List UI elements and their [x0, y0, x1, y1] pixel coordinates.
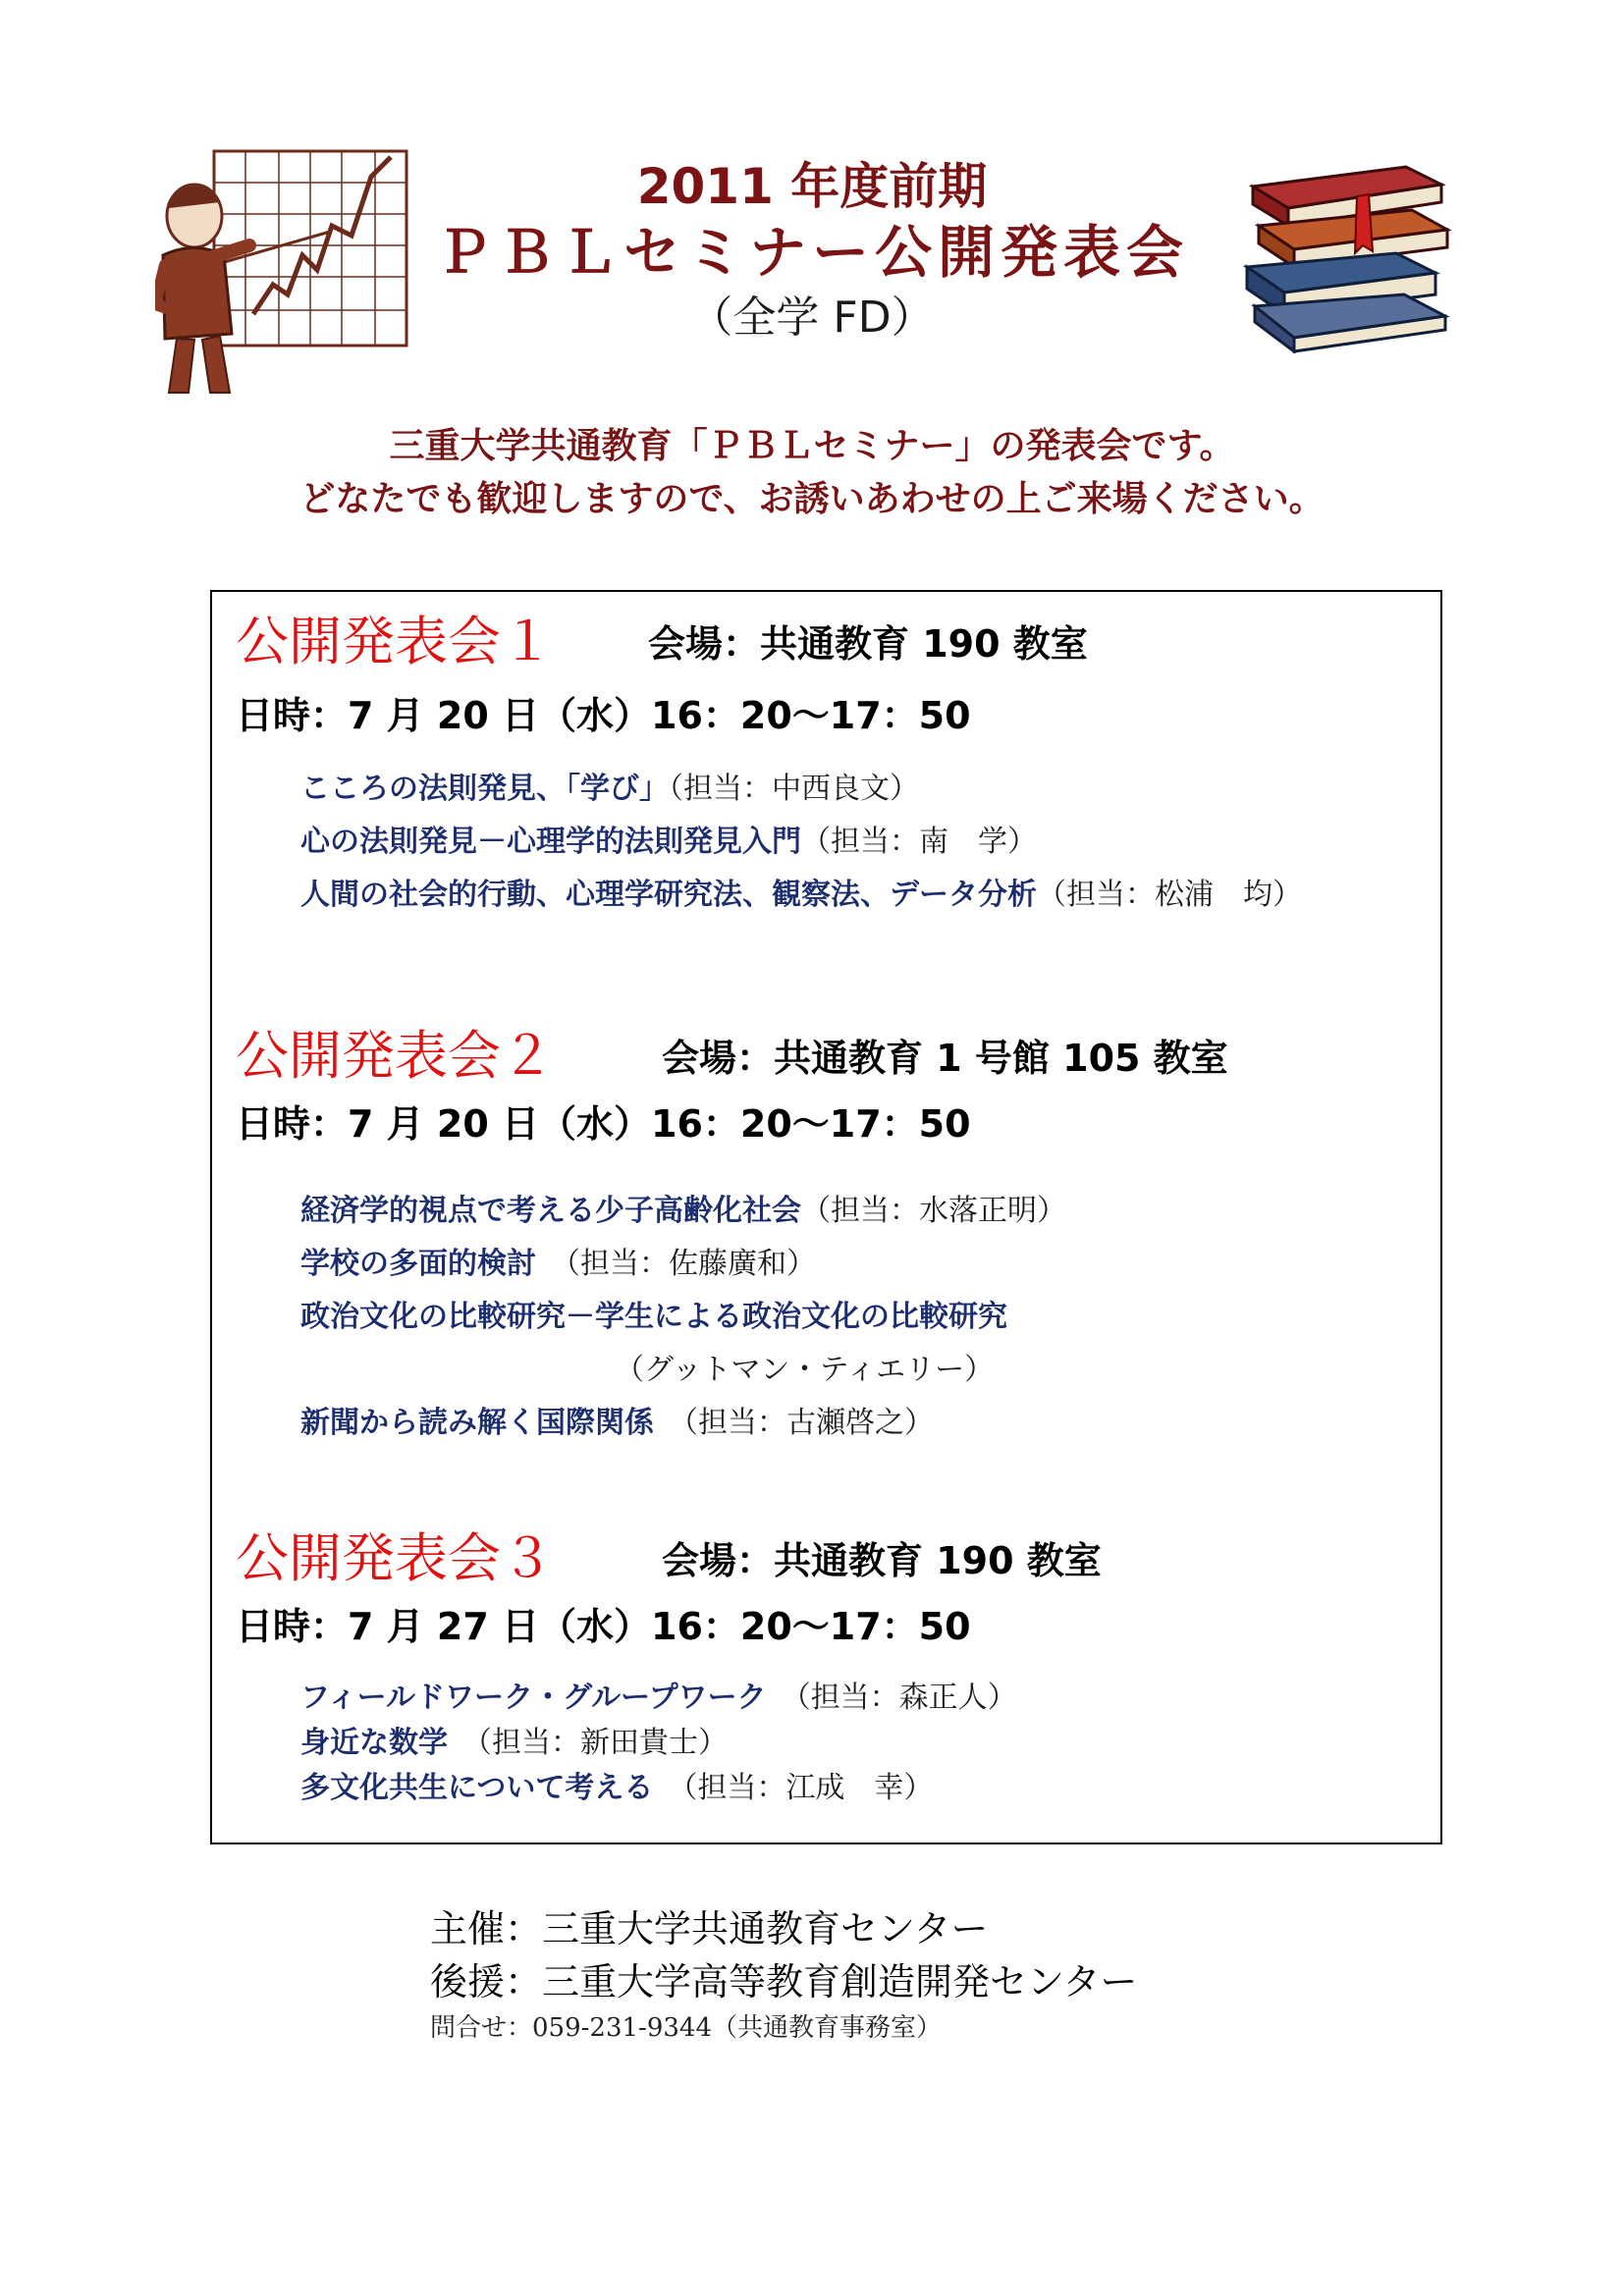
list-item: フィールドワーク・グループワーク （担当：森正人） [300, 1681, 1017, 1715]
session-title: 公開発表会２ [236, 1025, 554, 1087]
topic-list [300, 763, 1421, 922]
session-2 [236, 1020, 1421, 1450]
header [0, 157, 1624, 347]
footer-contact: 問合せ：059-231-9344（共通教育事務室） [430, 2013, 942, 2043]
title-main: ＰＢＬセミナー公開発表会 [434, 219, 1189, 286]
session-date: 日時：7 月 20 日（水）16：20～17：50 [236, 694, 971, 737]
topic-list [300, 1676, 1421, 1811]
list-item: 心の法則発見－心理学的法則発見入門（担当：南 学） [300, 825, 1037, 859]
session-title: 公開発表会３ [236, 1527, 554, 1589]
session-3 [236, 1522, 1421, 1811]
intro-line-1: 三重大学共通教育「ＰＢＬセミナー」の発表会です。 [389, 426, 1235, 466]
session-venue: 会場：共通教育 190 教室 [648, 622, 1088, 666]
list-item: こころの法則発見、「学び」（担当：中西良文） [300, 772, 919, 806]
intro-line-2: どなたでも歓迎しますので、お誘いあわせの上ご来場ください。 [299, 479, 1325, 519]
list-item: 人間の社会的行動、心理学研究法、観察法、データ分析（担当：松浦 均） [300, 878, 1302, 912]
session-date: 日時：7 月 20 日（水）16：20～17：50 [236, 1102, 971, 1146]
list-item: 身近な数学 （担当：新田貴士） [300, 1726, 728, 1760]
sessions-box [210, 590, 1442, 1844]
list-item: 政治文化の比較研究－学生による政治文化の比較研究 [300, 1300, 1007, 1334]
session-title: 公開発表会１ [236, 611, 554, 672]
footer-host: 主催：三重大学共通教育センター [430, 1907, 989, 1950]
topic-list [300, 1185, 1421, 1450]
session-date: 日時：7 月 27 日（水）16：20～17：50 [236, 1605, 971, 1648]
list-item: 多文化共生について考える （担当：江成 幸） [300, 1771, 934, 1805]
intro [0, 420, 1624, 526]
session-venue: 会場：共通教育 190 教室 [662, 1539, 1102, 1582]
footer-support: 後援：三重大学高等教育創造開発センター [430, 1960, 1138, 2003]
footer [430, 1902, 1137, 2048]
title-year: 2011 年度前期 [636, 158, 988, 215]
session-venue: 会場：共通教育 1 号館 105 教室 [662, 1037, 1228, 1080]
list-item: 学校の多面的検討 （担当：佐藤廣和） [300, 1247, 816, 1281]
list-item: 新聞から読み解く国際関係 （担当：古瀬啓之） [300, 1406, 934, 1440]
topic-subline: （グットマン・ティエリー） [615, 1353, 995, 1387]
list-item: 経済学的視点で考える少子高齢化社会（担当：水落正明） [300, 1194, 1066, 1228]
title-sub: （全学 FD） [689, 293, 935, 343]
session-1 [236, 606, 1421, 922]
